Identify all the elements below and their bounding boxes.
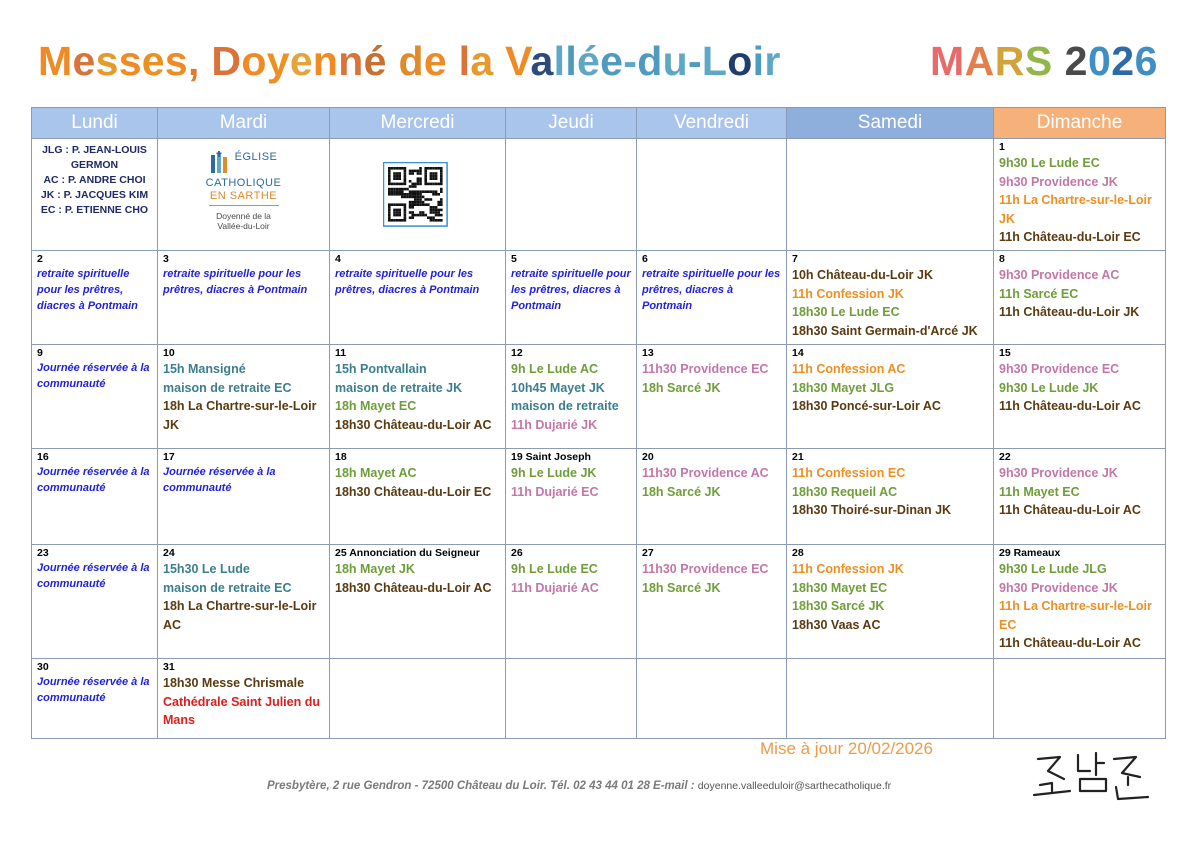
footer-address — [267, 780, 891, 792]
mass-entry: 18h30 Sarcé JK — [792, 599, 885, 613]
empty-cell — [506, 139, 637, 251]
mass-entry: 18h30 Château-du-Loir EC — [335, 484, 492, 499]
mass-entry: 11h30 Providence AC — [642, 466, 769, 480]
title-letter: e — [141, 38, 165, 84]
mass-entry: 11h Dujarié JK — [511, 417, 598, 432]
day-number: 27 — [642, 547, 654, 559]
logo-sub1: Doyenné de la — [216, 211, 271, 221]
logo-line3: EN SARTHE — [209, 190, 278, 202]
mass-entry: 18h30 Thoiré-sur-Dinan JK — [792, 503, 952, 517]
day-number: 30 — [37, 661, 49, 673]
title-letter: a — [530, 38, 554, 84]
mass-entry: 11h La Chartre-sur-le-Loir EC — [999, 599, 1152, 632]
day-note: retraite spirituelle pour les prêtres, diacres à Pontmain — [163, 268, 308, 296]
title-letter: M — [38, 38, 73, 84]
month-letter: S — [1024, 38, 1053, 84]
day-cell — [637, 345, 787, 449]
title-letter — [387, 38, 399, 84]
day-number: 9 — [37, 347, 43, 359]
title-letter: e — [72, 38, 96, 84]
mass-entry: 11h Confession JK — [792, 562, 904, 576]
day-number: 21 — [792, 451, 804, 463]
day-number: 18 — [335, 451, 347, 463]
mass-entry: 11h Château-du-Loir AC — [999, 503, 1141, 517]
mass-entry: 18h La Chartre-sur-le-Loir JK — [163, 399, 317, 432]
day-cell — [994, 251, 1166, 345]
mass-entry: 9h Le Lude AC — [511, 362, 599, 376]
day-note: retraite spirituelle pour les prêtres, diacres à Pontmain — [642, 268, 781, 312]
mass-entry: 18h30 Saint Germain-d'Arcé JK — [792, 323, 978, 338]
empty-cell — [637, 659, 787, 739]
mass-entry: 9h30 Providence AC — [999, 268, 1120, 282]
month-letter: R — [994, 38, 1025, 84]
week-row — [32, 139, 1166, 251]
diocese-logo — [163, 141, 324, 231]
mass-entry: 18h30 Vaas AC — [792, 617, 881, 632]
mass-entry: 18h Mayet JK — [335, 562, 415, 576]
day-note: retraite spirituelle pour les prêtres, diacres à Pontmain — [335, 268, 480, 296]
day-number: 12 — [511, 347, 523, 359]
empty-cell — [330, 659, 506, 739]
day-cell — [158, 251, 330, 345]
month-letter: A — [964, 38, 995, 84]
title-letter: y — [266, 38, 290, 84]
day-cell — [994, 139, 1166, 251]
mass-entry: 11h Château-du-Loir AC — [999, 636, 1141, 650]
mass-entry: 15h Pontvallain — [335, 362, 427, 376]
calendar-table — [31, 107, 1166, 739]
mass-entry: Cathédrale Saint Julien du Mans — [163, 694, 320, 727]
title-letter: o — [241, 38, 267, 84]
mass-entry: 18h30 Château-du-Loir AC — [335, 580, 492, 595]
email-link[interactable]: doyenne.valleeduloir@sarthecatholique.fr — [697, 780, 892, 792]
mass-entry: 15h Mansigné — [163, 362, 246, 376]
title-letter: l — [458, 38, 471, 84]
day-note: Journée réservée à la communauté — [163, 466, 276, 494]
day-cell — [32, 449, 158, 545]
logo-divider — [209, 205, 279, 206]
mass-entry: 11h30 Providence EC — [642, 562, 769, 576]
weekday-mardi: Mardi — [158, 108, 330, 139]
week-row — [32, 345, 1166, 449]
weekday-jeudi: Jeudi — [506, 108, 637, 139]
day-cell — [330, 449, 506, 545]
title-letter: d — [637, 38, 663, 84]
day-number: 15 — [999, 347, 1011, 359]
day-number: 4 — [335, 253, 341, 265]
day-number: 2 — [37, 253, 43, 265]
month-letter: 2 — [1064, 38, 1088, 84]
mass-entry: 18h Sarcé JK — [642, 484, 721, 499]
mass-entry: 11h La Chartre-sur-le-Loir JK — [999, 193, 1152, 226]
day-number: 23 — [37, 547, 49, 559]
mass-entry: 11h Château-du-Loir AC — [999, 399, 1141, 413]
title-letter: u — [662, 38, 688, 84]
mass-entry: 11h Château-du-Loir JK — [999, 305, 1140, 319]
priest-legend-item: JK : P. JACQUES KIM — [40, 189, 149, 201]
month-letter: 2 — [1111, 38, 1135, 84]
mass-entry: 11h Dujarié AC — [511, 580, 599, 595]
logo-row — [210, 151, 278, 177]
empty-cell — [787, 659, 994, 739]
priest-legend-item: JLG : P. JEAN-LOUIS GERMON — [42, 144, 147, 171]
qr-cell — [330, 139, 506, 251]
day-number: 7 — [792, 253, 798, 265]
mass-entry: 11h Mayet EC — [999, 484, 1080, 499]
day-note: Journée réservée à la communauté — [37, 562, 150, 590]
day-number: 6 — [642, 253, 648, 265]
week-row — [32, 449, 1166, 545]
day-cell — [787, 345, 994, 449]
day-number: 16 — [37, 451, 49, 463]
empty-cell — [994, 659, 1166, 739]
month-title — [930, 38, 1158, 85]
day-cell — [994, 345, 1166, 449]
day-note: Journée réservée à la communauté — [37, 676, 150, 704]
day-cell — [994, 449, 1166, 545]
mass-entry: 9h30 Le Lude JK — [999, 380, 1099, 395]
day-number: 11 — [335, 347, 347, 359]
mass-entry: 18h Sarcé JK — [642, 580, 721, 595]
logo-sub2: Vallée-du-Loir — [217, 221, 270, 231]
title-letter: i — [752, 38, 765, 84]
mass-entry: 18h30 Le Lude EC — [792, 305, 900, 319]
mass-entry: 18h Sarcé JK — [642, 380, 721, 395]
address-text: Presbytère, 2 rue Gendron - 72500 Château du Loir. Tél. 02 43 44 01 28 E-mail : — [267, 780, 698, 792]
mass-entry: 18h30 Mayet EC — [792, 580, 888, 595]
title-letter: e — [289, 38, 313, 84]
title-letter: d — [398, 38, 424, 84]
weekday-lundi: Lundi — [32, 108, 158, 139]
day-cell — [330, 345, 506, 449]
title-letter: r — [764, 38, 781, 84]
weekday-samedi: Samedi — [787, 108, 994, 139]
title-letter: n — [338, 38, 364, 84]
day-number: 22 — [999, 451, 1011, 463]
title-letter: , — [188, 38, 200, 84]
mass-entry: 11h30 Providence EC — [642, 362, 769, 376]
title-letter: é — [363, 38, 387, 84]
day-number: 31 — [163, 661, 175, 673]
day-cell — [32, 345, 158, 449]
qr-code-wrapper — [335, 141, 500, 232]
day-number: 20 — [642, 451, 654, 463]
empty-cell — [787, 139, 994, 251]
update-date: Mise à jour 20/02/2026 — [760, 739, 933, 758]
mass-entry: 18h Mayet EC — [335, 399, 417, 413]
weekday-vendredi: Vendredi — [637, 108, 787, 139]
title-letter — [493, 38, 505, 84]
empty-cell — [637, 139, 787, 251]
day-number: 13 — [642, 347, 654, 359]
mass-entry: 18h La Chartre-sur-le-Loir AC — [163, 599, 317, 632]
title-letter: n — [312, 38, 339, 84]
mass-entry: 15h30 Le Lude — [163, 562, 250, 576]
title-letter: - — [687, 38, 702, 84]
mass-entry: 18h30 Poncé-sur-Loir AC — [792, 399, 941, 413]
mass-entry: 18h Mayet AC — [335, 466, 417, 480]
day-number: 14 — [792, 347, 804, 359]
day-cell — [158, 545, 330, 659]
day-number: 3 — [163, 253, 169, 265]
signature-drawing — [1030, 745, 1160, 805]
day-cell — [787, 251, 994, 345]
weekday-dimanche: Dimanche — [994, 108, 1166, 139]
mass-entry: 9h30 Le Lude EC — [999, 156, 1100, 170]
title-letter: D — [211, 38, 242, 84]
day-cell — [506, 345, 637, 449]
page-title — [38, 38, 781, 85]
mass-entry: maison de retraite EC — [163, 580, 292, 595]
day-note: retraite spirituelle pour les prêtres, diacres à Pontmain — [511, 268, 631, 312]
day-cell — [506, 251, 637, 345]
day-cell — [637, 545, 787, 659]
weekday-header-row — [32, 108, 1166, 139]
logo-text-block — [235, 151, 278, 164]
day-number: 17 — [163, 451, 175, 463]
day-cell — [32, 659, 158, 739]
mass-entry: 9h30 Providence JK — [999, 466, 1118, 480]
church-logo-icon — [210, 151, 232, 177]
empty-cell — [506, 659, 637, 739]
title-letter: l — [553, 38, 566, 84]
mass-entry: 9h30 Le Lude JLG — [999, 562, 1107, 576]
day-cell — [330, 251, 506, 345]
mass-entry: 10h45 Mayet JK — [511, 380, 605, 395]
month-letter: 0 — [1087, 38, 1112, 84]
title-letter — [200, 38, 212, 84]
day-cell — [787, 545, 994, 659]
day-number: 5 — [511, 253, 517, 265]
day-cell — [506, 545, 637, 659]
day-number: 26 — [511, 547, 523, 559]
priest-legend-item: AC : P. ANDRE CHOI — [43, 174, 146, 186]
logo-line1: ÉGLISE — [234, 151, 278, 163]
mass-entry: 11h Confession EC — [792, 466, 906, 480]
mass-entry: 11h Château-du-Loir EC — [999, 230, 1141, 244]
day-note: Journée réservée à la communauté — [37, 362, 150, 390]
day-cell — [158, 659, 330, 739]
mass-entry: 11h Sarcé EC — [999, 286, 1079, 301]
day-cell — [506, 449, 637, 545]
mass-entry: 9h Le Lude EC — [511, 562, 598, 576]
title-letter: s — [164, 38, 189, 84]
day-cell — [787, 449, 994, 545]
mass-entry: 9h30 Providence JK — [999, 580, 1118, 595]
week-row — [32, 659, 1166, 739]
logo-cell — [158, 139, 330, 251]
priest-legend-cell — [32, 139, 158, 251]
logo-line2: CATHOLIQUE — [205, 177, 282, 189]
title-letter: a — [470, 38, 494, 84]
month-letter — [1053, 38, 1065, 84]
day-cell — [32, 545, 158, 659]
title-letter: s — [95, 38, 119, 84]
title-letter: e — [600, 38, 624, 84]
day-number: 1 — [999, 141, 1005, 153]
day-number: 29 Rameaux — [999, 547, 1061, 559]
day-number: 10 — [163, 347, 175, 359]
mass-entry: 18h30 Messe Chrismale — [163, 676, 305, 690]
day-cell — [637, 251, 787, 345]
title-letter: e — [423, 38, 447, 84]
day-number: 8 — [999, 253, 1005, 265]
day-note: Journée réservée à la communauté — [37, 466, 150, 494]
day-cell — [158, 345, 330, 449]
mass-entry: 18h30 Mayet JLG — [792, 380, 895, 395]
mass-entry: 18h30 Château-du-Loir AC — [335, 417, 492, 432]
mass-entry: maison de retraite — [511, 399, 619, 413]
mass-entry: 9h30 Providence EC — [999, 362, 1120, 376]
title-letter: - — [623, 38, 638, 84]
day-number: 19 Saint Joseph — [511, 451, 591, 463]
title-letter — [447, 38, 459, 84]
day-cell — [32, 251, 158, 345]
mass-entry: 9h30 Providence JK — [999, 174, 1118, 189]
day-number: 28 — [792, 547, 804, 559]
day-cell — [637, 449, 787, 545]
title-letter: l — [565, 38, 578, 84]
title-letter: s — [118, 38, 142, 84]
priest-legend-item: EC : P. ETIENNE CHO — [40, 204, 149, 216]
mass-entry: 18h30 Requeil AC — [792, 484, 898, 499]
title-letter: é — [577, 38, 601, 84]
mass-entry: 9h Le Lude JK — [511, 466, 597, 480]
mass-entry: 11h Confession JK — [792, 286, 904, 301]
month-letter: 6 — [1134, 38, 1158, 84]
weekday-mercredi: Mercredi — [330, 108, 506, 139]
title-letter: L — [701, 38, 728, 84]
day-cell — [158, 449, 330, 545]
calendar-body — [32, 139, 1166, 739]
handwritten-signature — [1030, 745, 1160, 810]
title-letter: o — [727, 38, 753, 84]
title-letter: V — [505, 38, 531, 84]
mass-entry: maison de retraite JK — [335, 380, 463, 395]
mass-entry: 11h Dujarié EC — [511, 484, 599, 499]
mass-entry: maison de retraite EC — [163, 380, 292, 395]
day-note: retraite spirituelle pour les prêtres, diacres à Pontmain — [37, 268, 138, 312]
day-number: 24 — [163, 547, 175, 559]
month-letter: M — [930, 38, 965, 84]
week-row — [32, 251, 1166, 345]
mass-entry: 11h Confession AC — [792, 362, 906, 376]
day-number: 25 Annonciation du Seigneur — [335, 547, 480, 559]
week-row — [32, 545, 1166, 659]
qr-code-icon[interactable] — [383, 162, 448, 227]
day-cell — [994, 545, 1166, 659]
day-cell — [330, 545, 506, 659]
mass-entry: 10h Château-du-Loir JK — [792, 268, 933, 282]
